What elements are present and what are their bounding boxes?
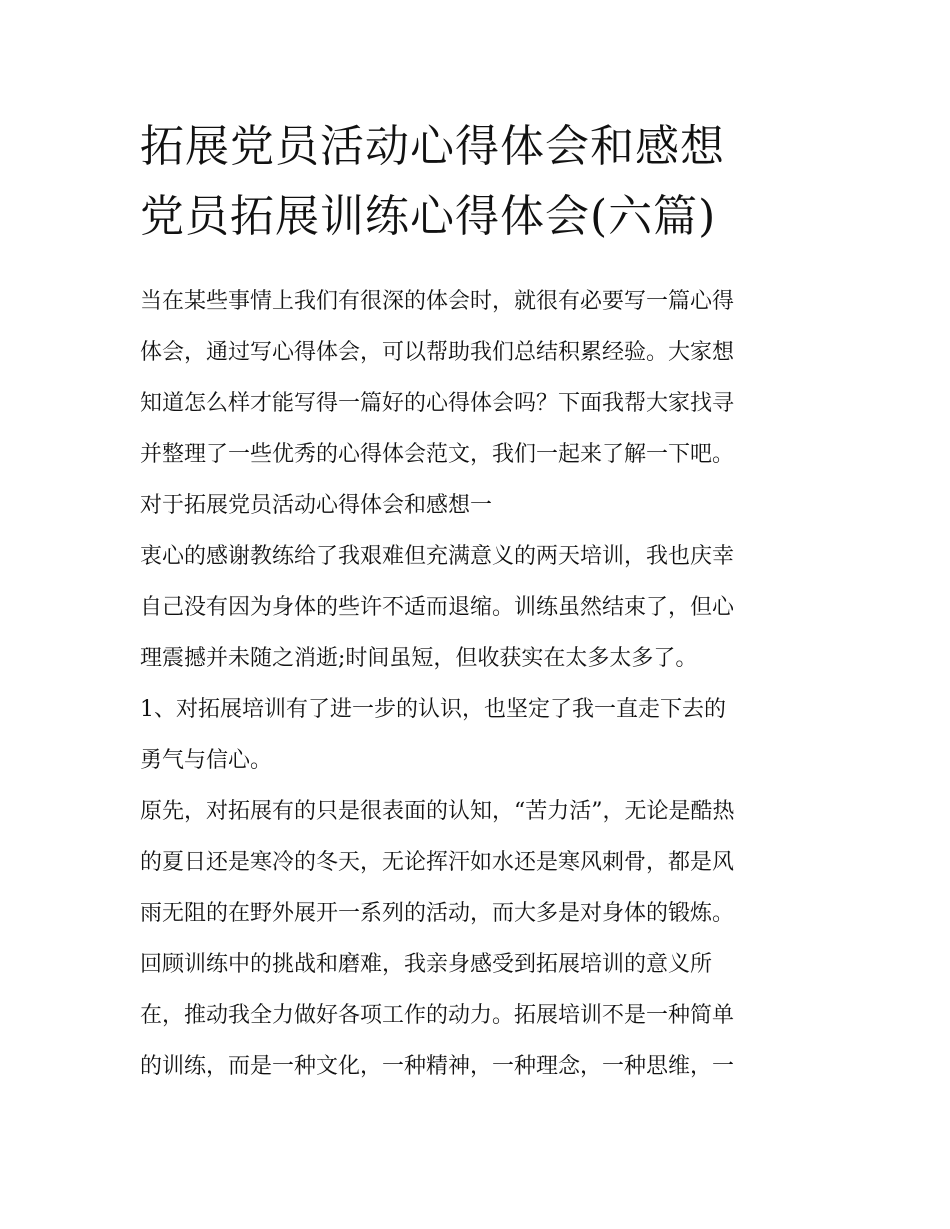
title-line-1: 拓展党员活动心得体会和感想 (140, 121, 725, 172)
body-line: 理震撼并未随之消逝;时间虽短，但收获实在太多太多了。 (140, 646, 698, 671)
body-line: 原先，对拓展有的只是很表面的认知，“苦力活”，无论是酷热 (140, 799, 735, 824)
body-line: 衷心的感谢教练给了我艰难但充满意义的两天培训，我也庆幸 (140, 544, 735, 569)
body-line: 自己没有因为身体的些许不适而退缩。训练虽然结束了，但心 (140, 595, 735, 620)
numbered-point: 1、对拓展培训有了进一步的认识，也坚定了我一直走下去的 (140, 697, 726, 722)
body-line: 勇气与信心。 (140, 748, 273, 773)
document-body (140, 276, 812, 1092)
document-title (140, 112, 820, 252)
body-line: 雨无阻的在野外展开一系列的活动，而大多是对身体的锻炼。 (140, 901, 735, 926)
body-line: 回顾训练中的挑战和磨难，我亲身感受到拓展培训的意义所 (140, 952, 713, 977)
body-line: 知道怎么样才能写得一篇好的心得体会吗？下面我帮大家找寻 (140, 391, 735, 416)
body-line: 当在某些事情上我们有很深的体会时，就很有必要写一篇心得 (140, 289, 735, 314)
body-line: 并整理了一些优秀的心得体会范文，我们一起来了解一下吧。 (140, 442, 735, 467)
body-line: 在，推动我全力做好各项工作的动力。拓展培训不是一种简单 (140, 1003, 735, 1028)
body-line: 的训练，而是一种文化，一种精神，一种理念，一种思维，一 (140, 1054, 735, 1079)
body-line: 的夏日还是寒冷的冬天，无论挥汗如水还是寒风刺骨，都是风 (140, 850, 735, 875)
body-line: 体会，通过写心得体会，可以帮助我们总结积累经验。大家想 (140, 340, 735, 365)
title-line-2: 党员拓展训练心得体会(六篇) (140, 191, 717, 242)
section-heading: 对于拓展党员活动心得体会和感想一 (140, 493, 493, 518)
